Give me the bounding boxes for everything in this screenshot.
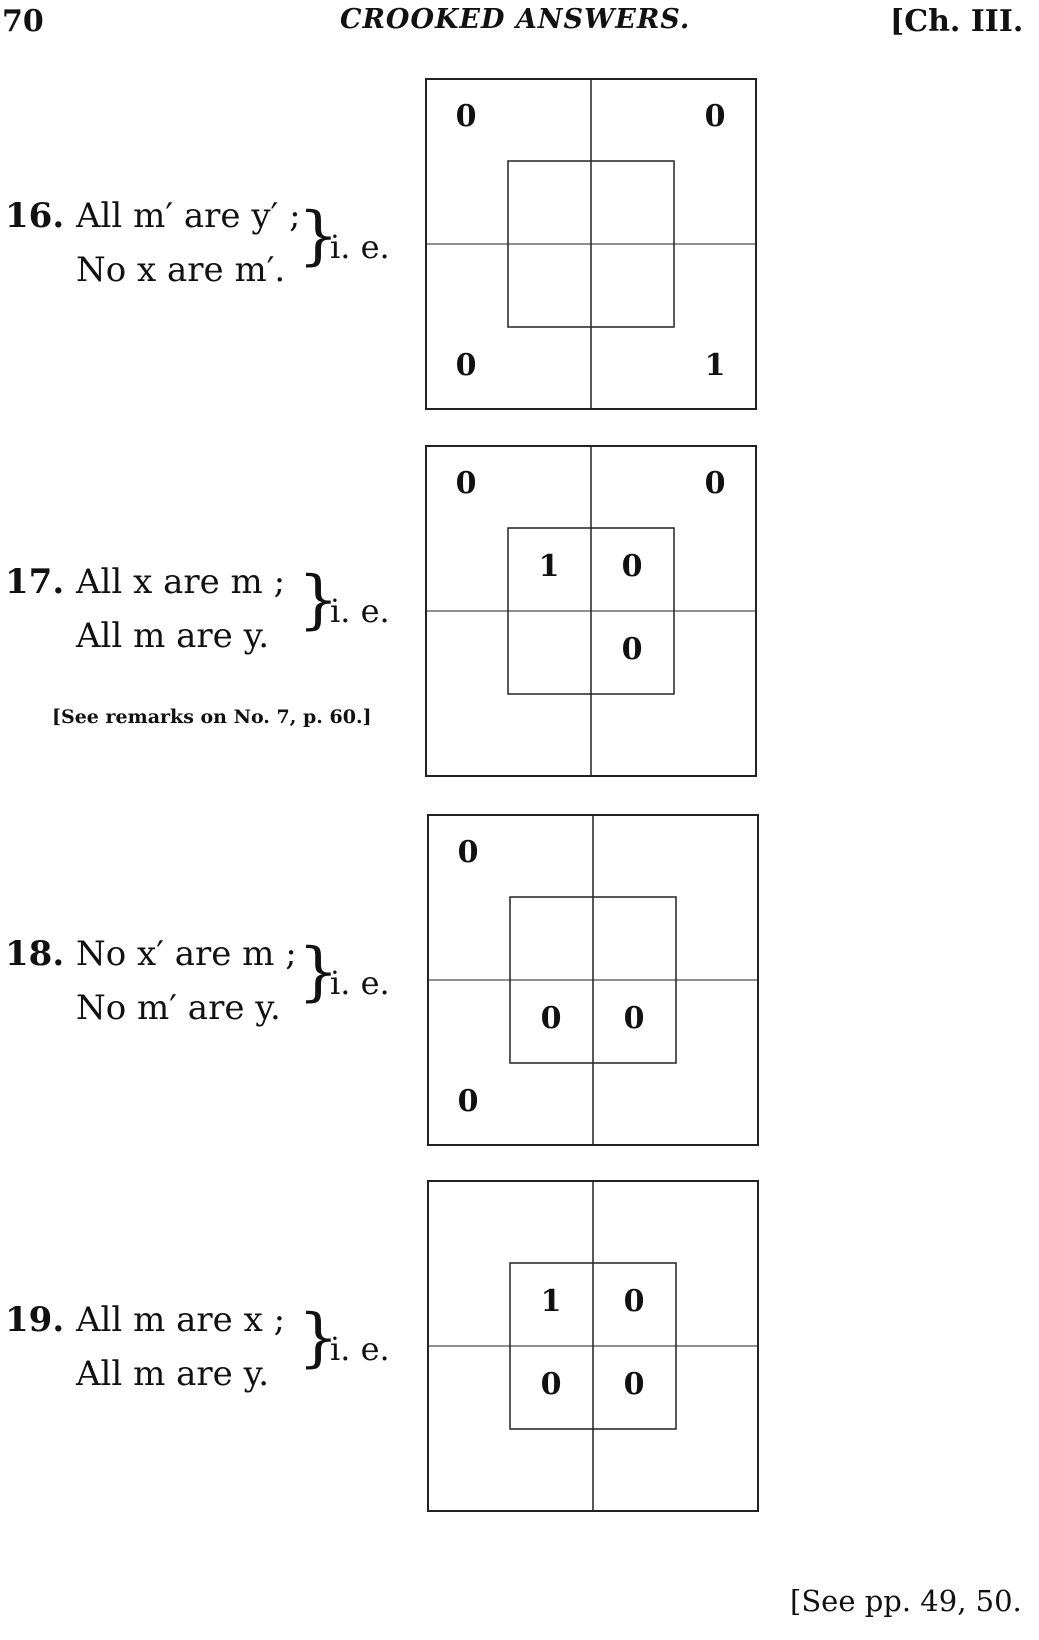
cell-inner-tl: 1 xyxy=(538,549,560,584)
premise-1: All m′ are y′ ; xyxy=(76,196,301,236)
problem-number: 18. xyxy=(5,934,65,974)
premise-1: No x′ are m ; xyxy=(76,934,297,974)
ie-label: i. e. xyxy=(330,1330,390,1368)
footer-reference: [See pp. 49, 50. xyxy=(790,1584,1022,1618)
cell-outer-tl: 0 xyxy=(455,99,477,134)
problem-19 xyxy=(0,0,420,1500)
ie-label: i. e. xyxy=(330,228,390,266)
diagram-19 xyxy=(427,1180,761,1514)
premise-2: No x are m′. xyxy=(76,250,286,290)
cell-inner-tr: 0 xyxy=(623,1284,645,1319)
brace: } xyxy=(298,199,339,273)
brace: } xyxy=(298,563,339,637)
premise-2: No m′ are y. xyxy=(76,988,281,1028)
premise-2: All m are y. xyxy=(76,1354,270,1394)
cell-inner-bl: 0 xyxy=(540,1367,562,1402)
cell-inner-br: 0 xyxy=(621,632,643,667)
cell-outer-tl: 0 xyxy=(457,835,479,870)
cell-inner-tr: 0 xyxy=(621,549,643,584)
problem-number: 19. xyxy=(5,1300,65,1340)
cell-inner-bl: 0 xyxy=(540,1001,562,1036)
running-title: CROOKED ANSWERS. xyxy=(340,4,691,35)
premise-1: All m are x ; xyxy=(76,1300,286,1340)
cell-outer-bl: 0 xyxy=(455,348,477,383)
diagram-18 xyxy=(427,814,761,1148)
problem-number: 16. xyxy=(5,196,65,236)
cell-outer-br: 1 xyxy=(704,348,726,383)
cell-inner-br: 0 xyxy=(623,1001,645,1036)
ie-label: i. e. xyxy=(330,964,390,1002)
chapter-label: [Ch. III. xyxy=(890,4,1024,39)
premise-2: All m are y. xyxy=(76,616,270,656)
ie-label: i. e. xyxy=(330,592,390,630)
cell-inner-br: 0 xyxy=(623,1367,645,1402)
cell-inner-tl: 1 xyxy=(540,1284,562,1319)
cell-outer-tl: 0 xyxy=(455,466,477,501)
remark-note: [See remarks on No. 7, p. 60.] xyxy=(52,706,372,728)
cell-outer-tr: 0 xyxy=(704,466,726,501)
diagram-17 xyxy=(425,445,759,779)
diagram-16 xyxy=(425,78,759,412)
brace: } xyxy=(298,935,339,1009)
cell-outer-bl: 0 xyxy=(457,1084,479,1119)
premise-1: All x are m ; xyxy=(76,562,286,602)
page-number: 70 xyxy=(2,4,44,39)
cell-outer-tr: 0 xyxy=(704,99,726,134)
brace: } xyxy=(298,1301,339,1375)
problem-number: 17. xyxy=(5,562,65,602)
